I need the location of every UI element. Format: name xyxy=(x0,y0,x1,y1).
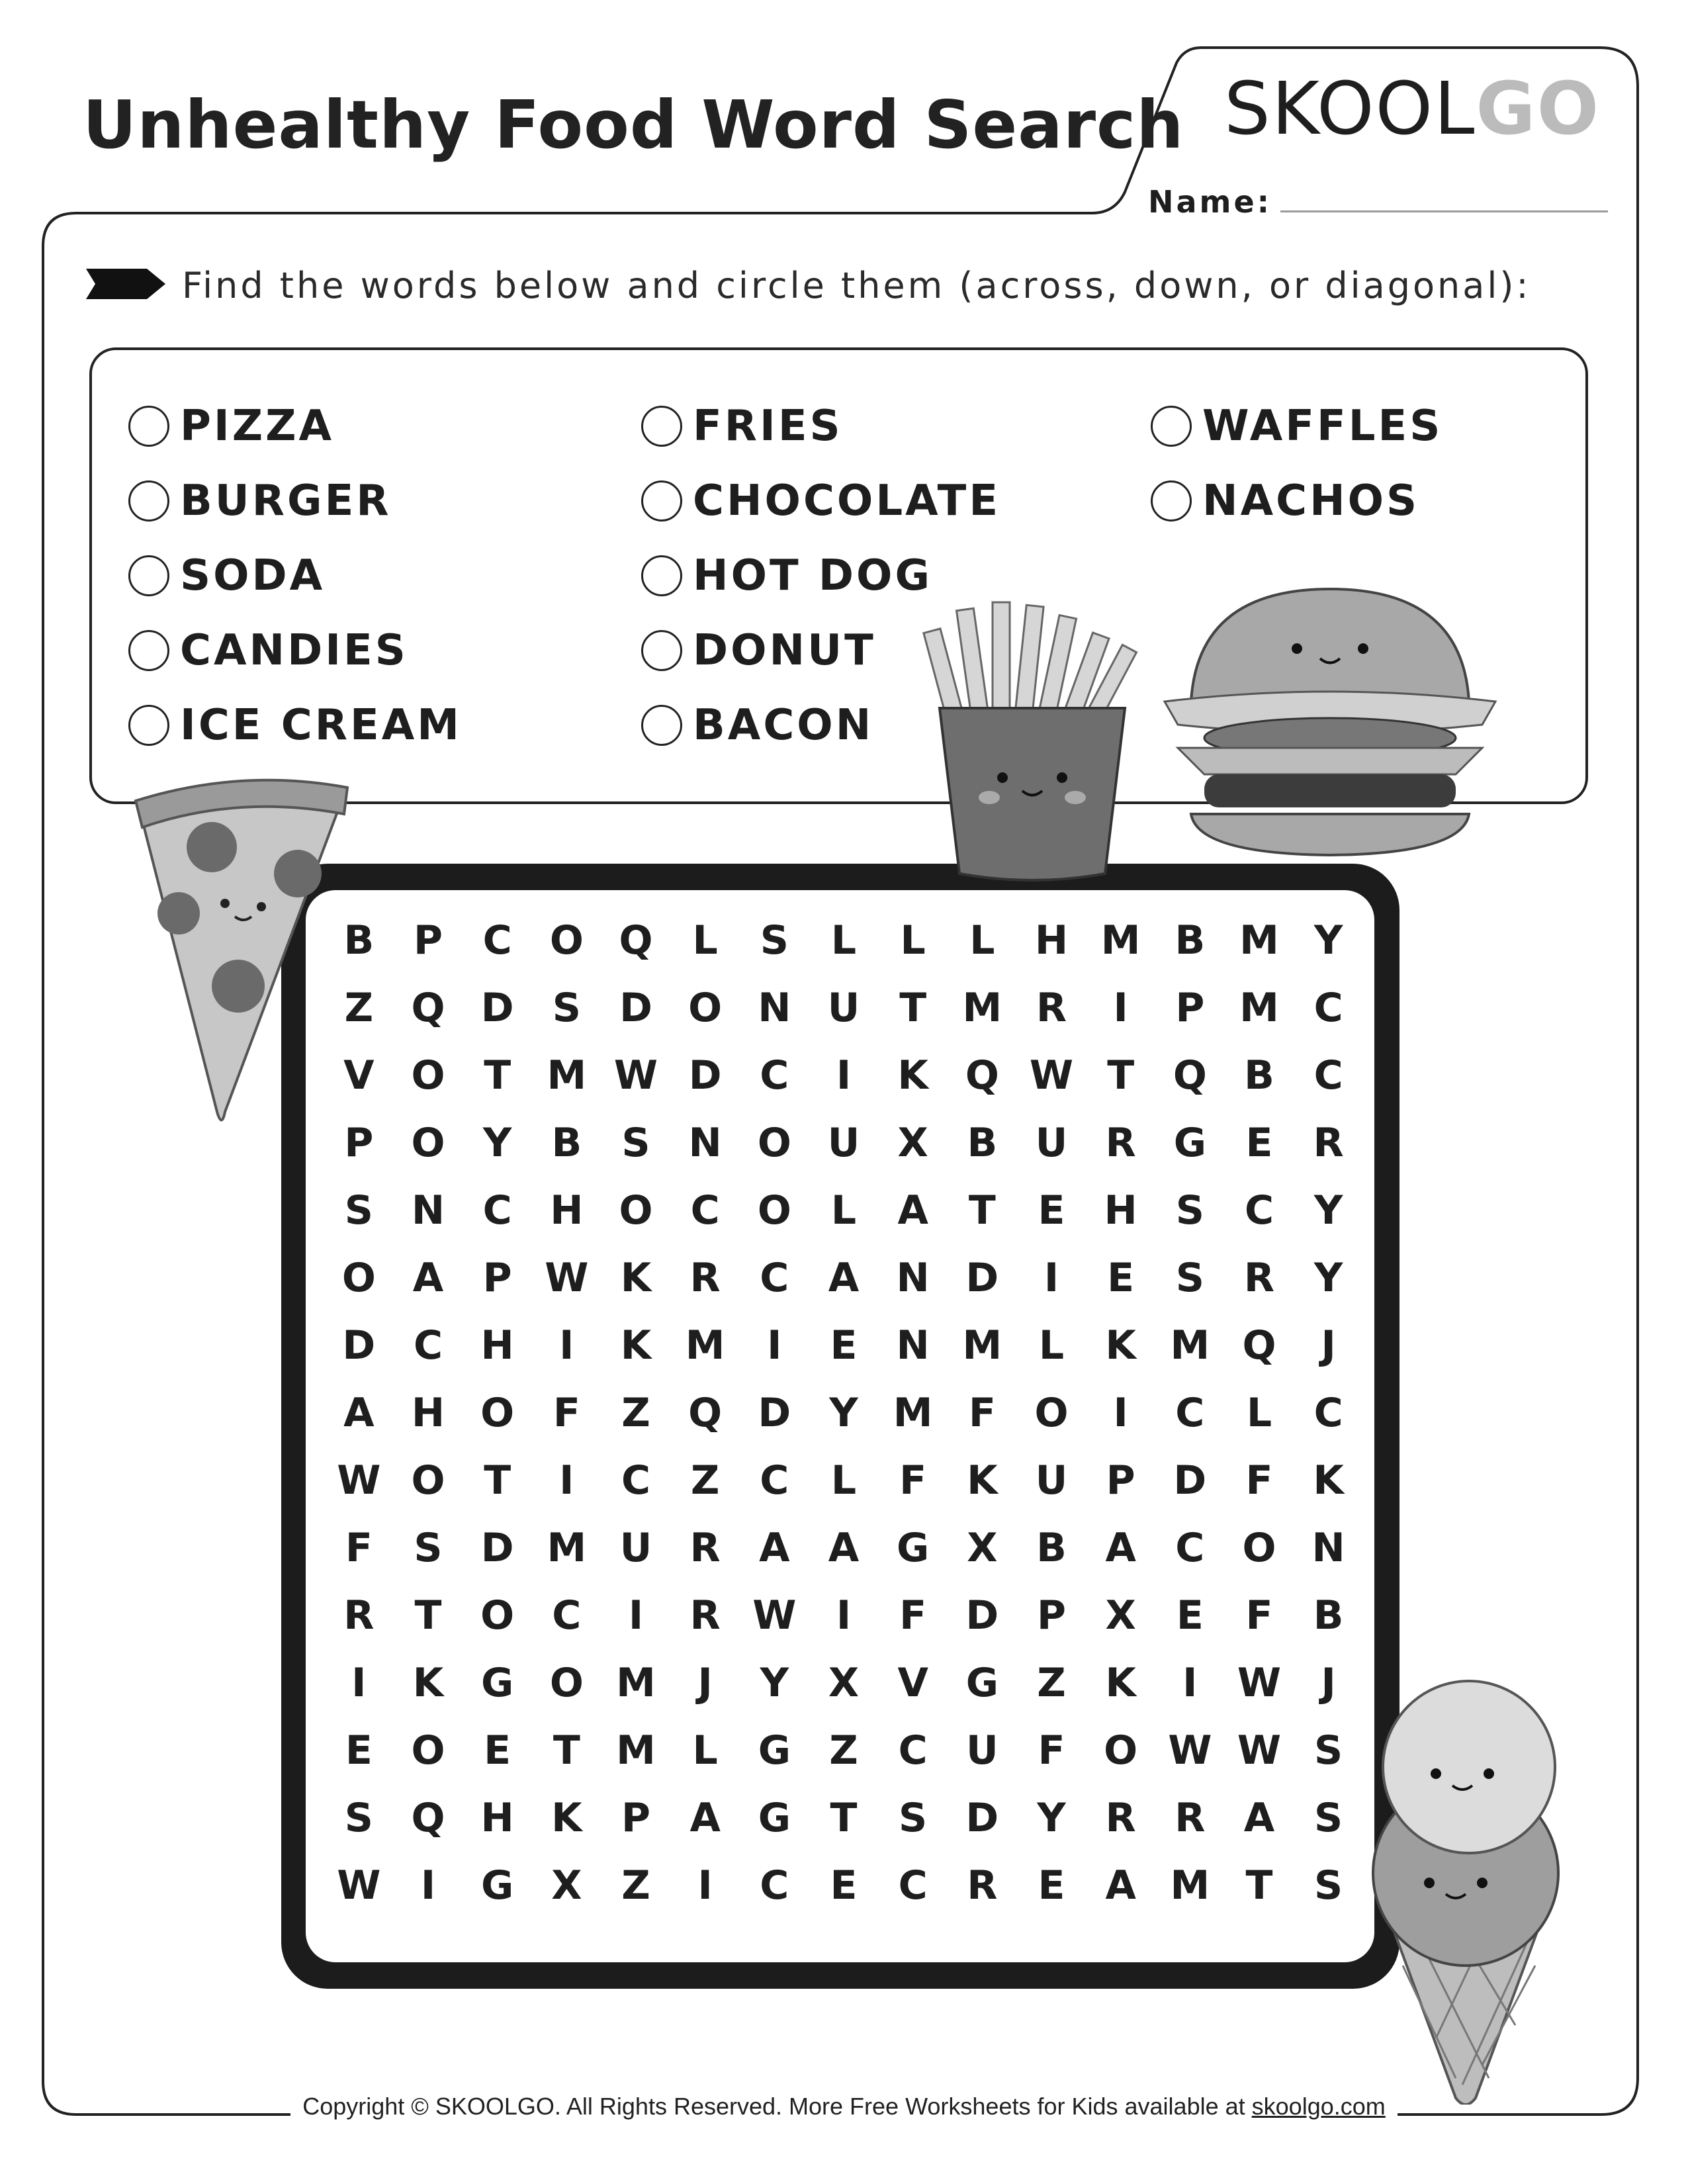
grid-letter[interactable]: C xyxy=(760,1052,789,1099)
grid-letter[interactable]: I xyxy=(767,1322,782,1369)
checkbox-circle-icon[interactable] xyxy=(641,406,682,447)
grid-letter[interactable]: C xyxy=(760,1862,789,1909)
word-label: ICE CREAM xyxy=(180,701,462,750)
grid-letter[interactable]: R xyxy=(1313,1120,1344,1166)
checkbox-circle-icon[interactable] xyxy=(1151,406,1192,447)
grid-letter[interactable]: F xyxy=(1245,1457,1273,1504)
ice-cream-cone-icon xyxy=(1343,1655,1588,2105)
logo-main: SKOOL xyxy=(1224,66,1476,151)
grid-letter[interactable]: C xyxy=(1313,1052,1343,1099)
grid-letter[interactable]: Z xyxy=(1037,1660,1066,1706)
grid-letter[interactable]: O xyxy=(688,985,723,1031)
grid-letter[interactable]: O xyxy=(411,1052,445,1099)
grid-letter[interactable]: A xyxy=(1243,1795,1275,1841)
grid-letter[interactable]: F xyxy=(1245,1592,1273,1639)
checkbox-circle-icon[interactable] xyxy=(128,630,169,671)
skoolgo-logo xyxy=(1224,66,1600,151)
grid-letter[interactable]: M xyxy=(1239,985,1279,1031)
grid-letter[interactable]: Q xyxy=(1242,1322,1276,1369)
grid-letter[interactable]: U xyxy=(619,1525,652,1571)
grid-letter[interactable]: W xyxy=(1237,1727,1282,1774)
grid-letter[interactable]: O xyxy=(549,1660,584,1706)
word-item[interactable] xyxy=(641,696,873,755)
word-label: FRIES xyxy=(693,402,843,451)
grid-letter[interactable]: O xyxy=(480,1390,515,1436)
grid-letter[interactable]: S xyxy=(899,1795,928,1841)
grid-letter[interactable]: W xyxy=(1237,1660,1282,1706)
grid-letter[interactable]: I xyxy=(351,1660,367,1706)
grid-letter[interactable]: W xyxy=(545,1255,589,1301)
grid-letter[interactable]: C xyxy=(760,1255,789,1301)
grid-letter[interactable]: C xyxy=(482,917,512,964)
grid-letter[interactable]: M xyxy=(1239,917,1279,964)
grid-letter[interactable]: M xyxy=(962,985,1002,1031)
grid-letter[interactable]: X xyxy=(828,1660,860,1706)
burger-icon xyxy=(1151,582,1509,867)
grid-letter[interactable]: C xyxy=(552,1592,582,1639)
word-item[interactable] xyxy=(128,621,408,680)
grid-letter[interactable]: N xyxy=(758,985,791,1031)
grid-letter[interactable]: W xyxy=(613,1052,658,1099)
grid-letter[interactable]: O xyxy=(619,1187,653,1234)
grid-letter[interactable]: B xyxy=(343,917,375,964)
grid-letter[interactable]: C xyxy=(690,1187,720,1234)
grid-letter[interactable]: D xyxy=(480,985,514,1031)
word-item[interactable] xyxy=(128,546,325,606)
word-item[interactable] xyxy=(641,396,843,456)
grid-letter[interactable]: A xyxy=(759,1525,790,1571)
grid-letter[interactable]: V xyxy=(343,1052,375,1099)
grid-letter[interactable]: X xyxy=(967,1525,998,1571)
grid-letter[interactable]: R xyxy=(343,1592,375,1639)
checkbox-circle-icon[interactable] xyxy=(641,705,682,746)
grid-letter[interactable]: Z xyxy=(621,1390,650,1436)
grid-letter[interactable]: O xyxy=(549,917,584,964)
grid-letter[interactable]: O xyxy=(757,1120,791,1166)
grid-letter[interactable]: W xyxy=(337,1862,381,1909)
grid-letter[interactable]: G xyxy=(758,1795,791,1841)
word-label: CANDIES xyxy=(180,626,408,675)
grid-letter[interactable]: R xyxy=(689,1255,721,1301)
grid-letter[interactable]: S xyxy=(760,917,789,964)
grid-letter[interactable]: K xyxy=(897,1052,928,1099)
grid-letter[interactable]: G xyxy=(481,1862,514,1909)
grid-letter[interactable]: D xyxy=(688,1052,722,1099)
grid-letter[interactable]: E xyxy=(1176,1592,1204,1639)
grid-letter[interactable]: F xyxy=(899,1457,927,1504)
word-item[interactable] xyxy=(128,696,462,755)
grid-letter[interactable]: L xyxy=(900,917,926,964)
grid-letter[interactable]: M xyxy=(1100,917,1141,964)
grid-letter[interactable]: L xyxy=(969,917,995,964)
grid-letter[interactable]: A xyxy=(1105,1862,1136,1909)
grid-letter[interactable]: R xyxy=(1036,985,1067,1031)
word-label: DONUT xyxy=(693,626,876,675)
word-label: CHOCOLATE xyxy=(693,477,1001,525)
grid-letter[interactable]: I xyxy=(420,1862,436,1909)
grid-letter[interactable]: I xyxy=(628,1592,644,1639)
grid-letter[interactable]: D xyxy=(342,1322,376,1369)
grid-letter[interactable]: D xyxy=(619,985,652,1031)
grid-letter[interactable]: P xyxy=(1037,1592,1066,1639)
name-field[interactable] xyxy=(1280,210,1608,212)
grid-letter[interactable]: G xyxy=(897,1525,930,1571)
page-title: Unhealthy Food Word Search xyxy=(83,86,1184,163)
grid-letter[interactable]: E xyxy=(1038,1862,1065,1909)
grid-letter[interactable]: D xyxy=(480,1525,514,1571)
grid-letter[interactable]: S xyxy=(552,985,581,1031)
grid-letter[interactable]: O xyxy=(411,1457,445,1504)
grid-letter[interactable]: D xyxy=(1173,1457,1207,1504)
grid-letter[interactable]: J xyxy=(697,1660,713,1706)
grid-letter[interactable]: O xyxy=(411,1120,445,1166)
grid-letter[interactable]: C xyxy=(1313,1390,1343,1436)
grid-letter[interactable]: Y xyxy=(760,1660,789,1706)
grid-letter[interactable]: Y xyxy=(1313,1255,1343,1301)
grid-letter[interactable]: E xyxy=(1245,1120,1273,1166)
grid-letter[interactable]: I xyxy=(559,1322,574,1369)
grid-letter[interactable]: R xyxy=(967,1862,998,1909)
grid-letter[interactable]: D xyxy=(965,1592,999,1639)
grid-letter[interactable]: X xyxy=(551,1862,582,1909)
grid-letter[interactable]: T xyxy=(968,1187,996,1234)
word-label: SODA xyxy=(180,551,326,600)
grid-letter[interactable]: A xyxy=(689,1795,721,1841)
grid-letter[interactable]: O xyxy=(411,1727,445,1774)
grid-letter[interactable]: B xyxy=(1175,917,1206,964)
grid-letter[interactable]: S xyxy=(414,1525,443,1571)
grid-letter[interactable]: Q xyxy=(411,985,445,1031)
grid-letter[interactable]: B xyxy=(551,1120,582,1166)
grid-letter[interactable]: E xyxy=(830,1862,858,1909)
grid-letter[interactable]: Q xyxy=(1173,1052,1207,1099)
checkbox-circle-icon[interactable] xyxy=(641,555,682,596)
grid-letter[interactable]: C xyxy=(1244,1187,1274,1234)
grid-letter[interactable]: N xyxy=(411,1187,445,1234)
grid-letter[interactable]: H xyxy=(550,1187,584,1234)
grid-letter[interactable]: I xyxy=(1044,1255,1059,1301)
grid-letter[interactable]: E xyxy=(345,1727,373,1774)
grid-letter[interactable]: Q xyxy=(619,917,653,964)
grid-letter[interactable]: R xyxy=(689,1592,721,1639)
grid-letter[interactable]: S xyxy=(344,1795,373,1841)
grid-letter[interactable]: Y xyxy=(1313,917,1343,964)
grid-letter[interactable]: D xyxy=(965,1795,999,1841)
grid-letter[interactable]: P xyxy=(1106,1457,1135,1504)
grid-letter[interactable]: Z xyxy=(829,1727,858,1774)
grid-letter[interactable]: C xyxy=(413,1322,443,1369)
letter-grid xyxy=(324,907,1363,1919)
checkbox-circle-icon[interactable] xyxy=(641,480,682,522)
grid-letter[interactable]: Q xyxy=(411,1795,445,1841)
grid-letter[interactable]: S xyxy=(1314,1795,1343,1841)
grid-letter[interactable]: X xyxy=(897,1120,928,1166)
grid-letter[interactable]: R xyxy=(1243,1255,1275,1301)
grid-letter[interactable]: T xyxy=(414,1592,442,1639)
grid-letter[interactable]: D xyxy=(758,1390,791,1436)
grid-letter[interactable]: W xyxy=(1168,1727,1212,1774)
grid-letter[interactable]: T xyxy=(830,1795,858,1841)
grid-letter[interactable]: D xyxy=(965,1255,999,1301)
grid-letter[interactable]: V xyxy=(897,1660,928,1706)
grid-letter[interactable]: M xyxy=(685,1322,725,1369)
grid-letter[interactable]: U xyxy=(827,1120,860,1166)
grid-letter[interactable]: I xyxy=(836,1592,852,1639)
grid-letter[interactable]: N xyxy=(896,1322,930,1369)
arrow-icon xyxy=(86,269,165,299)
grid-letter[interactable]: X xyxy=(1105,1592,1136,1639)
grid-letter[interactable]: C xyxy=(621,1457,651,1504)
grid-letter[interactable]: M xyxy=(547,1525,587,1571)
grid-letter[interactable]: Y xyxy=(1313,1187,1343,1234)
grid-letter[interactable]: W xyxy=(752,1592,797,1639)
grid-letter[interactable]: S xyxy=(344,1187,373,1234)
grid-letter[interactable]: A xyxy=(412,1255,444,1301)
grid-letter[interactable]: I xyxy=(1113,1390,1128,1436)
grid-letter[interactable]: U xyxy=(827,985,860,1031)
grid-letter[interactable]: L xyxy=(830,917,857,964)
grid-letter[interactable]: L xyxy=(830,1457,857,1504)
grid-letter[interactable]: T xyxy=(553,1727,580,1774)
grid-letter[interactable]: T xyxy=(484,1052,511,1099)
grid-letter[interactable]: Y xyxy=(829,1390,858,1436)
grid-letter[interactable]: U xyxy=(965,1727,999,1774)
grid-letter[interactable]: Q xyxy=(688,1390,723,1436)
checkbox-circle-icon[interactable] xyxy=(641,630,682,671)
word-label: PIZZA xyxy=(180,402,335,451)
grid-letter[interactable]: R xyxy=(689,1525,721,1571)
grid-letter[interactable]: C xyxy=(898,1727,928,1774)
grid-letter[interactable]: T xyxy=(484,1457,511,1504)
grid-letter[interactable]: S xyxy=(1175,1255,1204,1301)
grid-letter[interactable]: N xyxy=(1311,1525,1345,1571)
grid-letter[interactable]: N xyxy=(896,1255,930,1301)
grid-letter[interactable]: A xyxy=(1105,1525,1136,1571)
grid-letter[interactable]: E xyxy=(1038,1187,1065,1234)
grid-letter[interactable]: P xyxy=(414,917,443,964)
grid-letter[interactable]: F xyxy=(968,1390,996,1436)
grid-letter[interactable]: T xyxy=(899,985,927,1031)
grid-letter[interactable]: K xyxy=(1105,1322,1136,1369)
grid-letter[interactable]: I xyxy=(697,1862,713,1909)
grid-letter[interactable]: G xyxy=(965,1660,999,1706)
word-label: NACHOS xyxy=(1202,477,1420,525)
grid-letter[interactable]: B xyxy=(1313,1592,1344,1639)
grid-letter[interactable]: C xyxy=(1175,1525,1205,1571)
grid-letter[interactable]: C xyxy=(482,1187,512,1234)
grid-letter[interactable]: O xyxy=(757,1187,791,1234)
grid-letter[interactable]: A xyxy=(828,1525,860,1571)
grid-letter[interactable]: M xyxy=(616,1727,656,1774)
name-label: Name: xyxy=(1148,184,1272,220)
grid-letter[interactable]: P xyxy=(1175,985,1205,1031)
grid-letter[interactable]: G xyxy=(1173,1120,1206,1166)
grid-letter[interactable]: O xyxy=(480,1592,515,1639)
grid-letter[interactable]: M xyxy=(1170,1322,1210,1369)
grid-letter[interactable]: F xyxy=(553,1390,580,1436)
footer-copyright: Copyright © SKOOLGO. All Rights Reserved. More Free Worksheets for Kids available at xyxy=(302,2093,1252,2120)
grid-letter[interactable]: M xyxy=(1170,1862,1210,1909)
grid-letter[interactable]: Y xyxy=(482,1120,512,1166)
grid-letter[interactable]: L xyxy=(692,917,718,964)
grid-letter[interactable]: W xyxy=(337,1457,381,1504)
grid-letter[interactable]: G xyxy=(758,1727,791,1774)
grid-letter[interactable]: H xyxy=(1034,917,1069,964)
word-item[interactable] xyxy=(1151,396,1443,456)
grid-letter[interactable]: E xyxy=(830,1322,858,1369)
grid-letter[interactable]: O xyxy=(341,1255,376,1301)
grid-letter[interactable]: P xyxy=(344,1120,374,1166)
grid-letter[interactable]: O xyxy=(1034,1390,1069,1436)
grid-letter[interactable]: A xyxy=(343,1390,375,1436)
checkbox-circle-icon[interactable] xyxy=(128,406,169,447)
word-label: BURGER xyxy=(180,477,392,525)
word-item[interactable] xyxy=(128,471,392,531)
grid-letter[interactable]: I xyxy=(1182,1660,1198,1706)
word-label: BACON xyxy=(693,701,874,750)
grid-letter[interactable]: T xyxy=(1107,1052,1135,1099)
grid-letter[interactable]: K xyxy=(551,1795,582,1841)
grid-letter[interactable]: W xyxy=(1029,1052,1074,1099)
word-label: HOT DOG xyxy=(693,551,932,600)
grid-letter[interactable]: C xyxy=(898,1862,928,1909)
grid-letter[interactable]: K xyxy=(620,1322,652,1369)
grid-letter[interactable]: R xyxy=(1105,1120,1136,1166)
word-item[interactable] xyxy=(1151,471,1419,531)
grid-letter[interactable]: J xyxy=(1321,1660,1336,1706)
grid-letter[interactable]: C xyxy=(760,1457,789,1504)
grid-letter[interactable]: K xyxy=(1105,1660,1136,1706)
grid-letter[interactable]: S xyxy=(1314,1862,1343,1909)
grid-letter[interactable]: R xyxy=(1105,1795,1136,1841)
grid-letter[interactable]: U xyxy=(1035,1457,1068,1504)
grid-letter[interactable]: Z xyxy=(690,1457,720,1504)
footer xyxy=(0,2093,1688,2120)
grid-letter[interactable]: Z xyxy=(621,1862,650,1909)
footer-link[interactable]: skoolgo.com xyxy=(1251,2093,1386,2120)
grid-letter[interactable]: O xyxy=(1242,1525,1276,1571)
grid-letter[interactable]: H xyxy=(480,1322,514,1369)
word-label: WAFFLES xyxy=(1202,402,1443,451)
grid-letter[interactable]: H xyxy=(480,1795,514,1841)
grid-letter[interactable]: L xyxy=(1038,1322,1065,1369)
grid-letter[interactable]: K xyxy=(620,1255,652,1301)
grid-letter[interactable]: U xyxy=(1035,1120,1068,1166)
grid-letter[interactable]: E xyxy=(1107,1255,1135,1301)
checkbox-circle-icon[interactable] xyxy=(1151,480,1192,522)
grid-letter[interactable]: F xyxy=(345,1525,373,1571)
grid-letter[interactable]: C xyxy=(1313,985,1343,1031)
logo-accent: GO xyxy=(1476,66,1601,151)
grid-letter[interactable]: E xyxy=(484,1727,511,1774)
grid-letter[interactable]: I xyxy=(559,1457,574,1504)
grid-letter[interactable]: K xyxy=(967,1457,998,1504)
grid-letter[interactable]: A xyxy=(897,1187,928,1234)
grid-letter[interactable]: K xyxy=(412,1660,444,1706)
grid-letter[interactable]: P xyxy=(482,1255,512,1301)
grid-letter[interactable]: B xyxy=(1036,1525,1067,1571)
grid-letter[interactable]: M xyxy=(547,1052,587,1099)
grid-letter[interactable]: J xyxy=(1321,1322,1336,1369)
grid-letter[interactable]: S xyxy=(1175,1187,1204,1234)
grid-letter[interactable]: S xyxy=(1314,1727,1343,1774)
grid-letter[interactable]: I xyxy=(1113,985,1128,1031)
checkbox-circle-icon[interactable] xyxy=(128,480,169,522)
grid-letter[interactable]: G xyxy=(481,1660,514,1706)
word-item[interactable] xyxy=(641,471,1000,531)
grid-letter[interactable]: M xyxy=(616,1660,656,1706)
word-item[interactable] xyxy=(641,621,876,680)
grid-letter[interactable]: L xyxy=(692,1727,718,1774)
grid-letter[interactable]: I xyxy=(836,1052,852,1099)
grid-letter[interactable]: A xyxy=(828,1255,860,1301)
grid-letter[interactable]: N xyxy=(688,1120,722,1166)
grid-letter[interactable]: Y xyxy=(1037,1795,1066,1841)
pizza-slice-icon xyxy=(126,768,357,1138)
grid-letter[interactable]: H xyxy=(411,1390,445,1436)
grid-letter[interactable]: P xyxy=(621,1795,650,1841)
grid-letter[interactable]: B xyxy=(967,1120,998,1166)
grid-letter[interactable]: C xyxy=(1175,1390,1205,1436)
word-item[interactable] xyxy=(128,396,334,456)
grid-letter[interactable]: M xyxy=(893,1390,933,1436)
grid-letter[interactable]: O xyxy=(1104,1727,1138,1774)
instructions-text: Find the words below and circle them (across, down, or diagonal): xyxy=(182,265,1531,306)
grid-letter[interactable]: M xyxy=(962,1322,1002,1369)
checkbox-circle-icon[interactable] xyxy=(128,705,169,746)
grid-letter[interactable]: F xyxy=(899,1592,927,1639)
grid-letter[interactable]: L xyxy=(830,1187,857,1234)
checkbox-circle-icon[interactable] xyxy=(128,555,169,596)
grid-letter[interactable]: Q xyxy=(965,1052,999,1099)
word-item[interactable] xyxy=(641,546,932,606)
grid-letter[interactable]: Z xyxy=(344,985,374,1031)
grid-letter[interactable]: F xyxy=(1038,1727,1065,1774)
grid-letter[interactable]: S xyxy=(621,1120,650,1166)
grid-letter[interactable]: K xyxy=(1313,1457,1344,1504)
grid-letter[interactable]: R xyxy=(1175,1795,1206,1841)
grid-letter[interactable]: B xyxy=(1244,1052,1274,1099)
french-fries-icon xyxy=(913,596,1151,887)
grid-letter[interactable]: L xyxy=(1246,1390,1272,1436)
grid-letter[interactable]: H xyxy=(1104,1187,1137,1234)
grid-letter[interactable]: T xyxy=(1245,1862,1273,1909)
